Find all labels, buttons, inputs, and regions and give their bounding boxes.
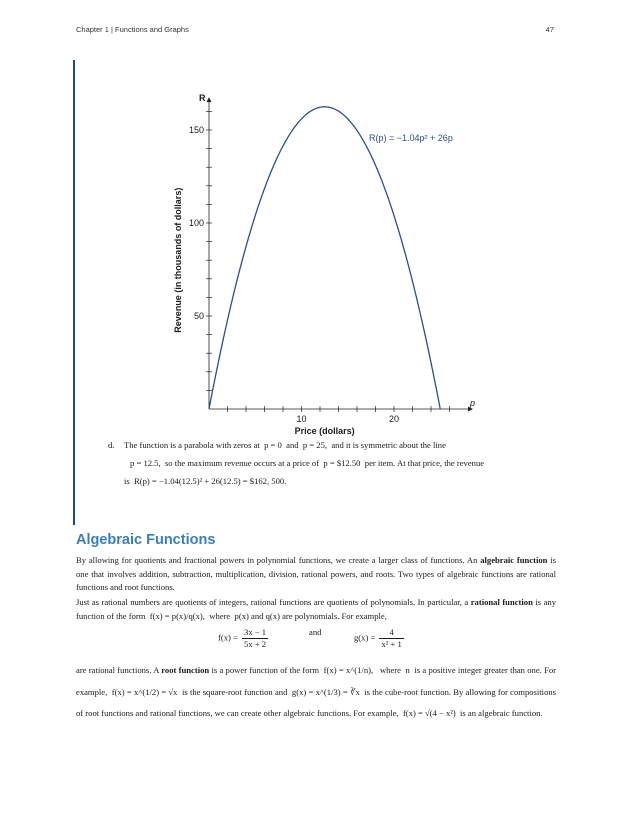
chart-axes	[207, 97, 474, 411]
math-p-zero: p = 0	[264, 440, 282, 450]
y-tick-label: 50	[193, 311, 204, 321]
math-p-25: p = 25,	[302, 440, 328, 450]
equation-label: R(p) = −1.04p² + 26p	[369, 133, 453, 144]
item-label: d.	[108, 440, 115, 450]
display-and: and	[309, 627, 322, 637]
running-header-chapter: Chapter 1 | Functions and Graphs	[76, 25, 189, 34]
term-rational-function: rational function	[470, 597, 533, 607]
example-item-d: d. The function is a parabola with zeros at p = 0 and p = 25, and it is symmetric about the line p = 12.5, so the maximum revenue occurs at a price of p = $12.50 per item. At that price, the revenue is R(p) = −1.04(12.5)² + 26(12.5) = $162, 500.	[108, 436, 538, 490]
y-axis-letter: R	[199, 93, 206, 104]
x-axis-letter: p	[470, 398, 476, 408]
paragraph-root: are rational functions. A root function is a power function of the form f(x) = x^(1/n), where n is a positive integer greater than one. For example, f(x) = x^(1/2) = √x is the square-root function and g(x) = x^(1/3) = ∛x is the cube-root function. By allowing for compositions of root functions and rational functions, we can create other algebraic functions. For example, f(x) = √(4 − x²) is an algebraic function.	[76, 665, 557, 718]
page-number: 47	[545, 25, 554, 34]
term-root-function: root function	[161, 665, 210, 675]
display-f: f(x) = $\frac{3x - 1}{5x + 2}$	[218, 627, 267, 649]
math-price: p = $12.50	[323, 458, 361, 468]
term-algebraic-function: algebraic function	[480, 555, 548, 565]
chart-ticks	[189, 111, 450, 424]
x-tick-label: 10	[296, 414, 307, 424]
y-axis-arrow	[207, 97, 212, 102]
revenue-chart	[170, 78, 490, 440]
paragraph-algebraic: By allowing for quotients and fractional powers in polynomial functions, we create a larger class of functions. An algebraic function is one that involves addition, subtraction, multiplication, division, rational powers, and roots. Two types of algebraic functions are rational functions and root functions.	[76, 555, 556, 592]
y-tick-label: 150	[188, 125, 204, 135]
revenue-curve	[209, 107, 440, 409]
math-p-12-5: p = 12.5,	[130, 458, 161, 468]
section-title: Algebraic Functions	[76, 532, 216, 548]
x-axis-label: Price (dollars)	[294, 426, 355, 436]
paragraph-rational: Just as rational numbers are quotients of integers, rational functions are quotients of polynomials. In particular, a rational function is any function of the form f(x) = p(x)/q(x), where p(x) and q(x) are polynomials. For example,	[76, 597, 556, 621]
math-revenue: R(p) = −1.04(12.5)² + 26(12.5) = $162, 500.	[134, 476, 287, 486]
example-sidebar-rule	[73, 60, 75, 525]
x-tick-label: 20	[388, 414, 400, 424]
y-axis-label: Revenue (in thousands of dollars)	[173, 187, 183, 333]
y-tick-label: 100	[188, 218, 204, 228]
display-g: g(x) = $\frac{4}{\text{x² + 1}}$	[354, 627, 402, 649]
